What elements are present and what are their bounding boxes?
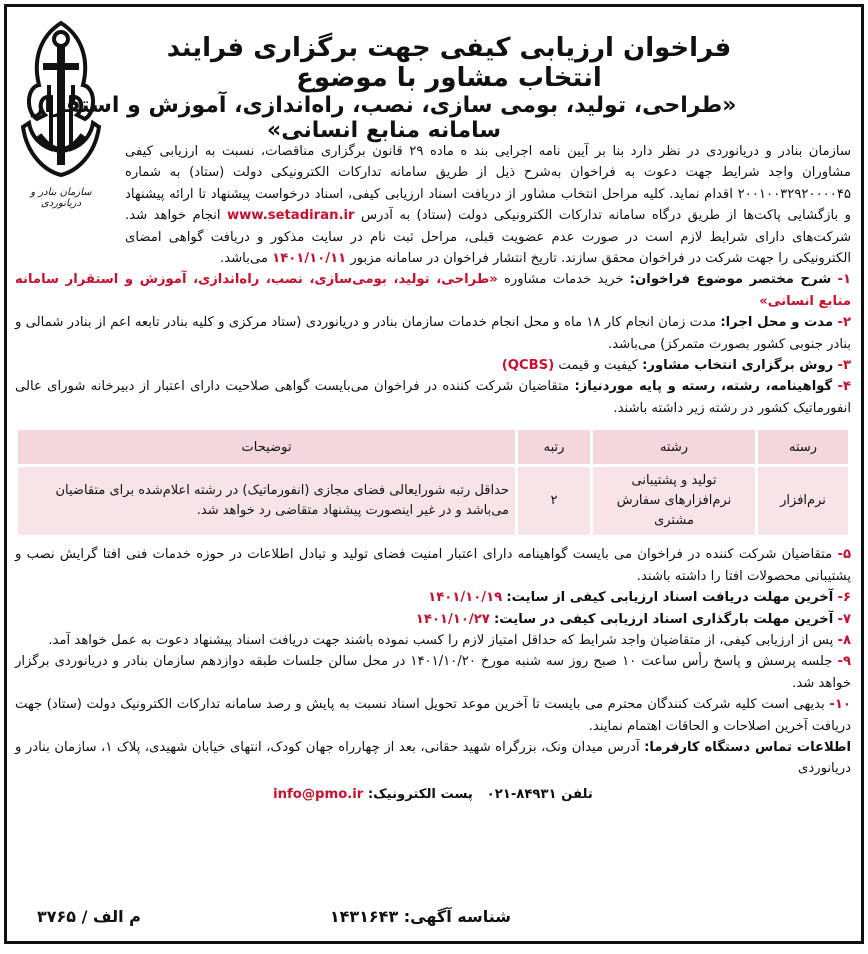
title-line-2: «طراحی، تولید، بومی سازی، نصب، راه‌اندازی، آموزش و استقرار سامانه منابع انسانی» [31,93,737,143]
item-7 [15,609,851,630]
contact-address: آدرس میدان ونک، بزرگراه شهید حقانی، بعد از چهارراه جهان کودک، انتهای خیابان شهیدی، پلاک ۱، سازمان بنادر و دریانوردی [15,739,851,777]
item-8 [15,630,851,651]
item-number: ۱۰- [829,697,851,713]
contact-info [15,737,851,780]
email-link[interactable]: info@pmo.ir [273,786,364,802]
item-9 [15,651,851,694]
item-text: خرید خدمات مشاوره [504,272,624,288]
cell-field: نرم‌افزار [758,467,848,535]
item-text: پس از ارزیابی کیفی، از متقاضیان واجد شرایط که حداقل امتیاز لازم را کسب نموده باشند جهت دریافت اسناد پیشنهاد دعوت به عمل خواهد آمد. [48,632,834,648]
website-link[interactable]: www.setadiran.ir [227,208,355,224]
item-4 [15,376,851,419]
email-label: پست الکترونیک: [367,786,473,802]
deadline-date: ۱۴۰۱/۱۰/۱۹ [428,590,503,606]
table-header-row [18,430,848,464]
item-number: ۳- [837,358,851,374]
header-field: رسته [758,430,848,464]
cell-notes: حداقل رتبه شورایعالی فضای مجازی (انفورماتیک) در رشته اعلام‌شده برای متقاضیان می‌باشد و در غیر اینصورت پیشنهاد متقاضی رد خواهد شد. [18,467,515,535]
item-text: بدیهی است کلیه شرکت کنندگان محترم می بایست تا آخرین موعد تحویل اسناد نسبت به پایش و رصد سامانه تدارکات الکترونیک دولت (ستاد) جهت دریافت آخرین اصلاحات و الحاقات اهتمام نمایند. [15,697,851,734]
item-highlight: (QCBS) [501,358,555,374]
qualification-table [15,427,851,538]
item-6 [15,587,851,608]
intro-paragraph [15,141,851,269]
item-1 [15,269,851,312]
item-label: آخرین مهلت بارگذاری اسناد ارزیابی کیفی در سایت: [494,611,834,627]
header-notes: توضیحات [18,430,515,464]
intro-text-1: سازمان بنادر و دریانوردی در نظر دارد بنا بر آیین نامه اجرایی بند ه ماده ۲۹ قانون برگزاری مناقصات، نسبت به ارزیابی کیفی مشاوران واجد شرایط جهت دعوت به فراخوان به‌شرح ذیل از طریق سامانه تدارکات الکترونیکی دولت (ستاد) به شماره ۲۰۰۱۰۰۳۲۹۲۰۰۰۰۴۵ اقدام نماید. کلیه مراحل انتخاب مشاور از دریافت اسناد ارزیابی کیفی، اسناد درخواست پیشنهاد تا ارائه پیشنهاد و بازگشایی پاکت‌ها از طریق درگاه سامانه تدارکات الکترونیکی دولت (ستاد) به آدرس [125,144,851,224]
announcement-page [4,4,864,944]
header-subfield: رشته [593,430,755,464]
ad-id: شناسه آگهی: ۱۴۳۱۶۴۳ [329,907,511,926]
item-number: ۸- [837,632,851,648]
item-10 [15,694,851,737]
item-text: کیفیت و قیمت [558,358,638,374]
header-rank: رتبه [518,430,590,464]
publish-date: ۱۴۰۱/۱۰/۱۱ [272,251,347,267]
item-label: گواهینامه، رشته، رسته و پایه موردنیاز: [574,379,833,395]
item-number: ۱- [837,272,851,288]
contact-line [15,784,851,805]
announcement-body [15,141,851,805]
item-highlight: «طراحی، تولید، بومی‌سازی، نصب، راه‌اندازی، آموزش و استقرار سامانه منابع انسانی» [15,272,851,309]
item-2 [15,312,851,355]
title-line-1: فراخوان ارزیابی کیفی جهت برگزاری فرایند انتخاب مشاور با موضوع [166,33,732,93]
intro-text-3: می‌باشد. [220,251,268,267]
item-number: ۹- [837,654,851,670]
cell-subfield: تولید و پشتیبانی نرم‌افزارهای سفارش مشتری [593,467,755,535]
item-5 [15,544,851,587]
ad-code: م الف / ۳۷۶۵ [37,907,141,926]
item-text: جلسه پرسش و پاسخ رأس ساعت ۱۰ صبح روز سه شنبه مورخ ۱۴۰۱/۱۰/۲۰ در محل سالن جلسات طبقه دوازدهم سازمان بنادر و دریانوردی برگزار خواهد شد. [15,654,851,691]
contact-label: اطلاعات تماس دستگاه کارفرما: [644,739,851,755]
item-number: ۶- [837,590,851,606]
item-label: شرح مختصر موضوع فراخوان: [629,272,832,288]
deadline-date: ۱۴۰۱/۱۰/۲۷ [415,611,490,627]
item-number: ۲- [837,315,852,331]
item-label: آخرین مهلت دریافت اسناد ارزیابی کیفی از سایت: [506,590,834,606]
item-label: روش برگزاری انتخاب مشاور: [642,358,834,374]
contact-phone: تلفن ۸۴۹۳۱-۰۲۱ [486,786,593,802]
cell-rank: ۲ [518,467,590,535]
footer [17,903,851,933]
table-row [18,467,848,535]
item-number: ۴- [837,379,851,395]
intro-text-2: انجام خواهد شد. شرکت‌های دارای شرایط لازم است در صورت عدم عضویت قبلی، مراحل ثبت نام در سایت مذکور و دریافت گواهی امضای الکترونیکی را جهت شرکت در فراخوان محقق سازند. تاریخ انتشار فراخوان در سامانه مزبور [125,208,851,267]
item-number: ۷- [837,611,851,627]
item-label: مدت و محل اجرا: [720,315,834,331]
org-caption: سازمان بنادر و دریانوردی [30,187,92,209]
item-text: متقاضیان شرکت کننده در فراخوان می بایست گواهینامه دارای اعتبار امنیت فضای تولید و تبادل اطلاعات در حوزه خدمات فنی افتا گرایش نصب و پشتیبانی محصولات افتا را داشته باشند. [15,547,851,584]
item-3 [15,355,851,376]
item-number: ۵- [837,547,851,563]
item-text: مدت زمان انجام کار ۱۸ ماه و محل انجام خدمات سازمان بنادر و دریانوردی (ستاد مرکزی و کلیه بنادر تابعه اعم از بنادر شمالی و بنادر جنوبی کشور بصورت متمرکز) می‌باشد. [15,315,851,352]
item-text: متقاضیان شرکت کننده در فراخوان می‌بایست گواهی صلاحیت دارای اعتبار از دبیرخانه شورای عالی انفورماتیک کشور در رشته زیر داشته باشند. [15,379,851,416]
